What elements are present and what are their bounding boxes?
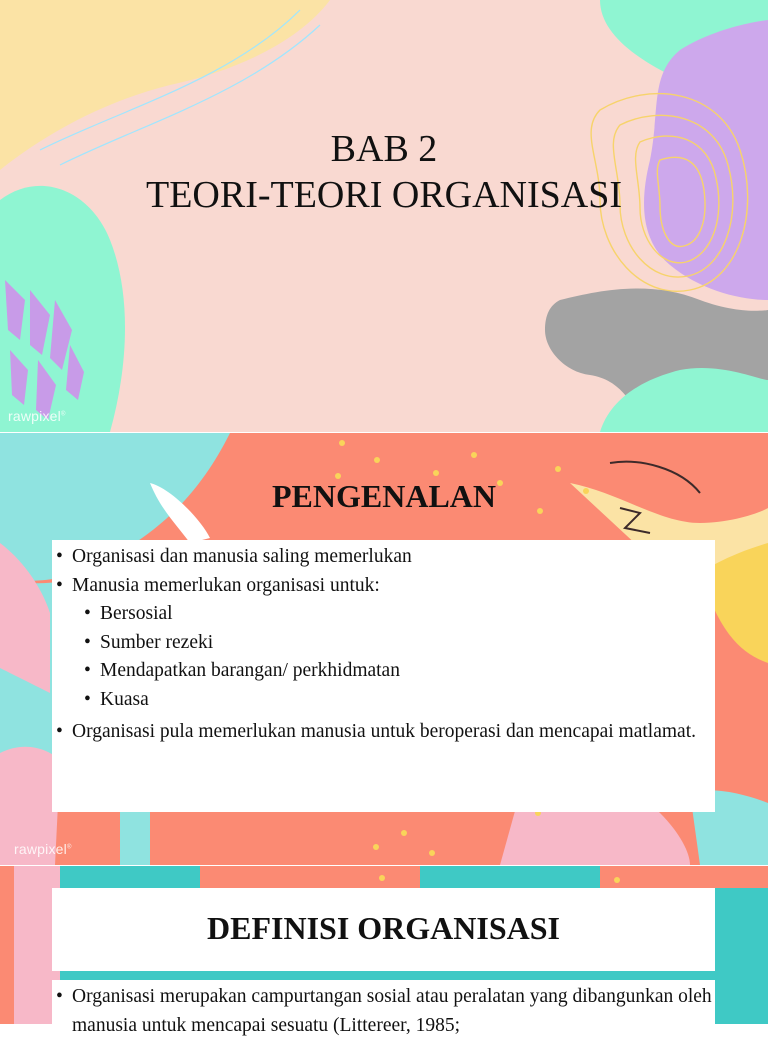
- heading-box: [52, 888, 715, 971]
- section-heading: DEFINISI ORGANISASI: [207, 910, 560, 946]
- bullet-item: • Organisasi pula memerlukan manusia untuk beroperasi dan mencapai matlamat.: [52, 718, 715, 747]
- sub-bullet-item: • Bersosial: [52, 600, 715, 629]
- chapter-label: BAB 2: [330, 128, 438, 170]
- bullet-item: • Organisasi dan manusia saling memerlukan: [52, 543, 715, 572]
- sub-bullet-item: • Sumber rezeki: [52, 629, 715, 658]
- slide-title-text: [0, 126, 768, 218]
- watermark: [8, 408, 66, 424]
- chapter-title: TEORI-TEORI ORGANISASI: [145, 174, 623, 216]
- section-heading: PENGENALAN: [271, 478, 496, 514]
- coral-band: [200, 866, 420, 888]
- content-box: [52, 540, 715, 812]
- bullet-item: • Manusia memerlukan organisasi untuk:: [52, 572, 715, 601]
- sub-bullet-item: • Mendapatkan barangan/ perkhidmatan: [52, 657, 715, 686]
- coral-band: [600, 866, 768, 888]
- watermark-mark: ®: [60, 411, 66, 418]
- coral-strip: [0, 866, 14, 1024]
- bullet-item: • Organisasi merupakan campurtangan sosial atau peralatan yang dibangunkan oleh manusia untuk mencapai sesuatu (Littereer, 1985;: [52, 983, 715, 1040]
- watermark-mark: ®: [66, 844, 72, 851]
- watermark-text: rawpixel: [8, 408, 61, 424]
- content-box: [52, 980, 715, 1036]
- sub-bullet-item: • Kuasa: [52, 686, 715, 715]
- watermark-text: rawpixel: [14, 841, 67, 857]
- slide-title[interactable]: [0, 0, 768, 432]
- bullet-list: [52, 540, 715, 747]
- bullet-list: [52, 980, 715, 1040]
- watermark: [14, 841, 72, 857]
